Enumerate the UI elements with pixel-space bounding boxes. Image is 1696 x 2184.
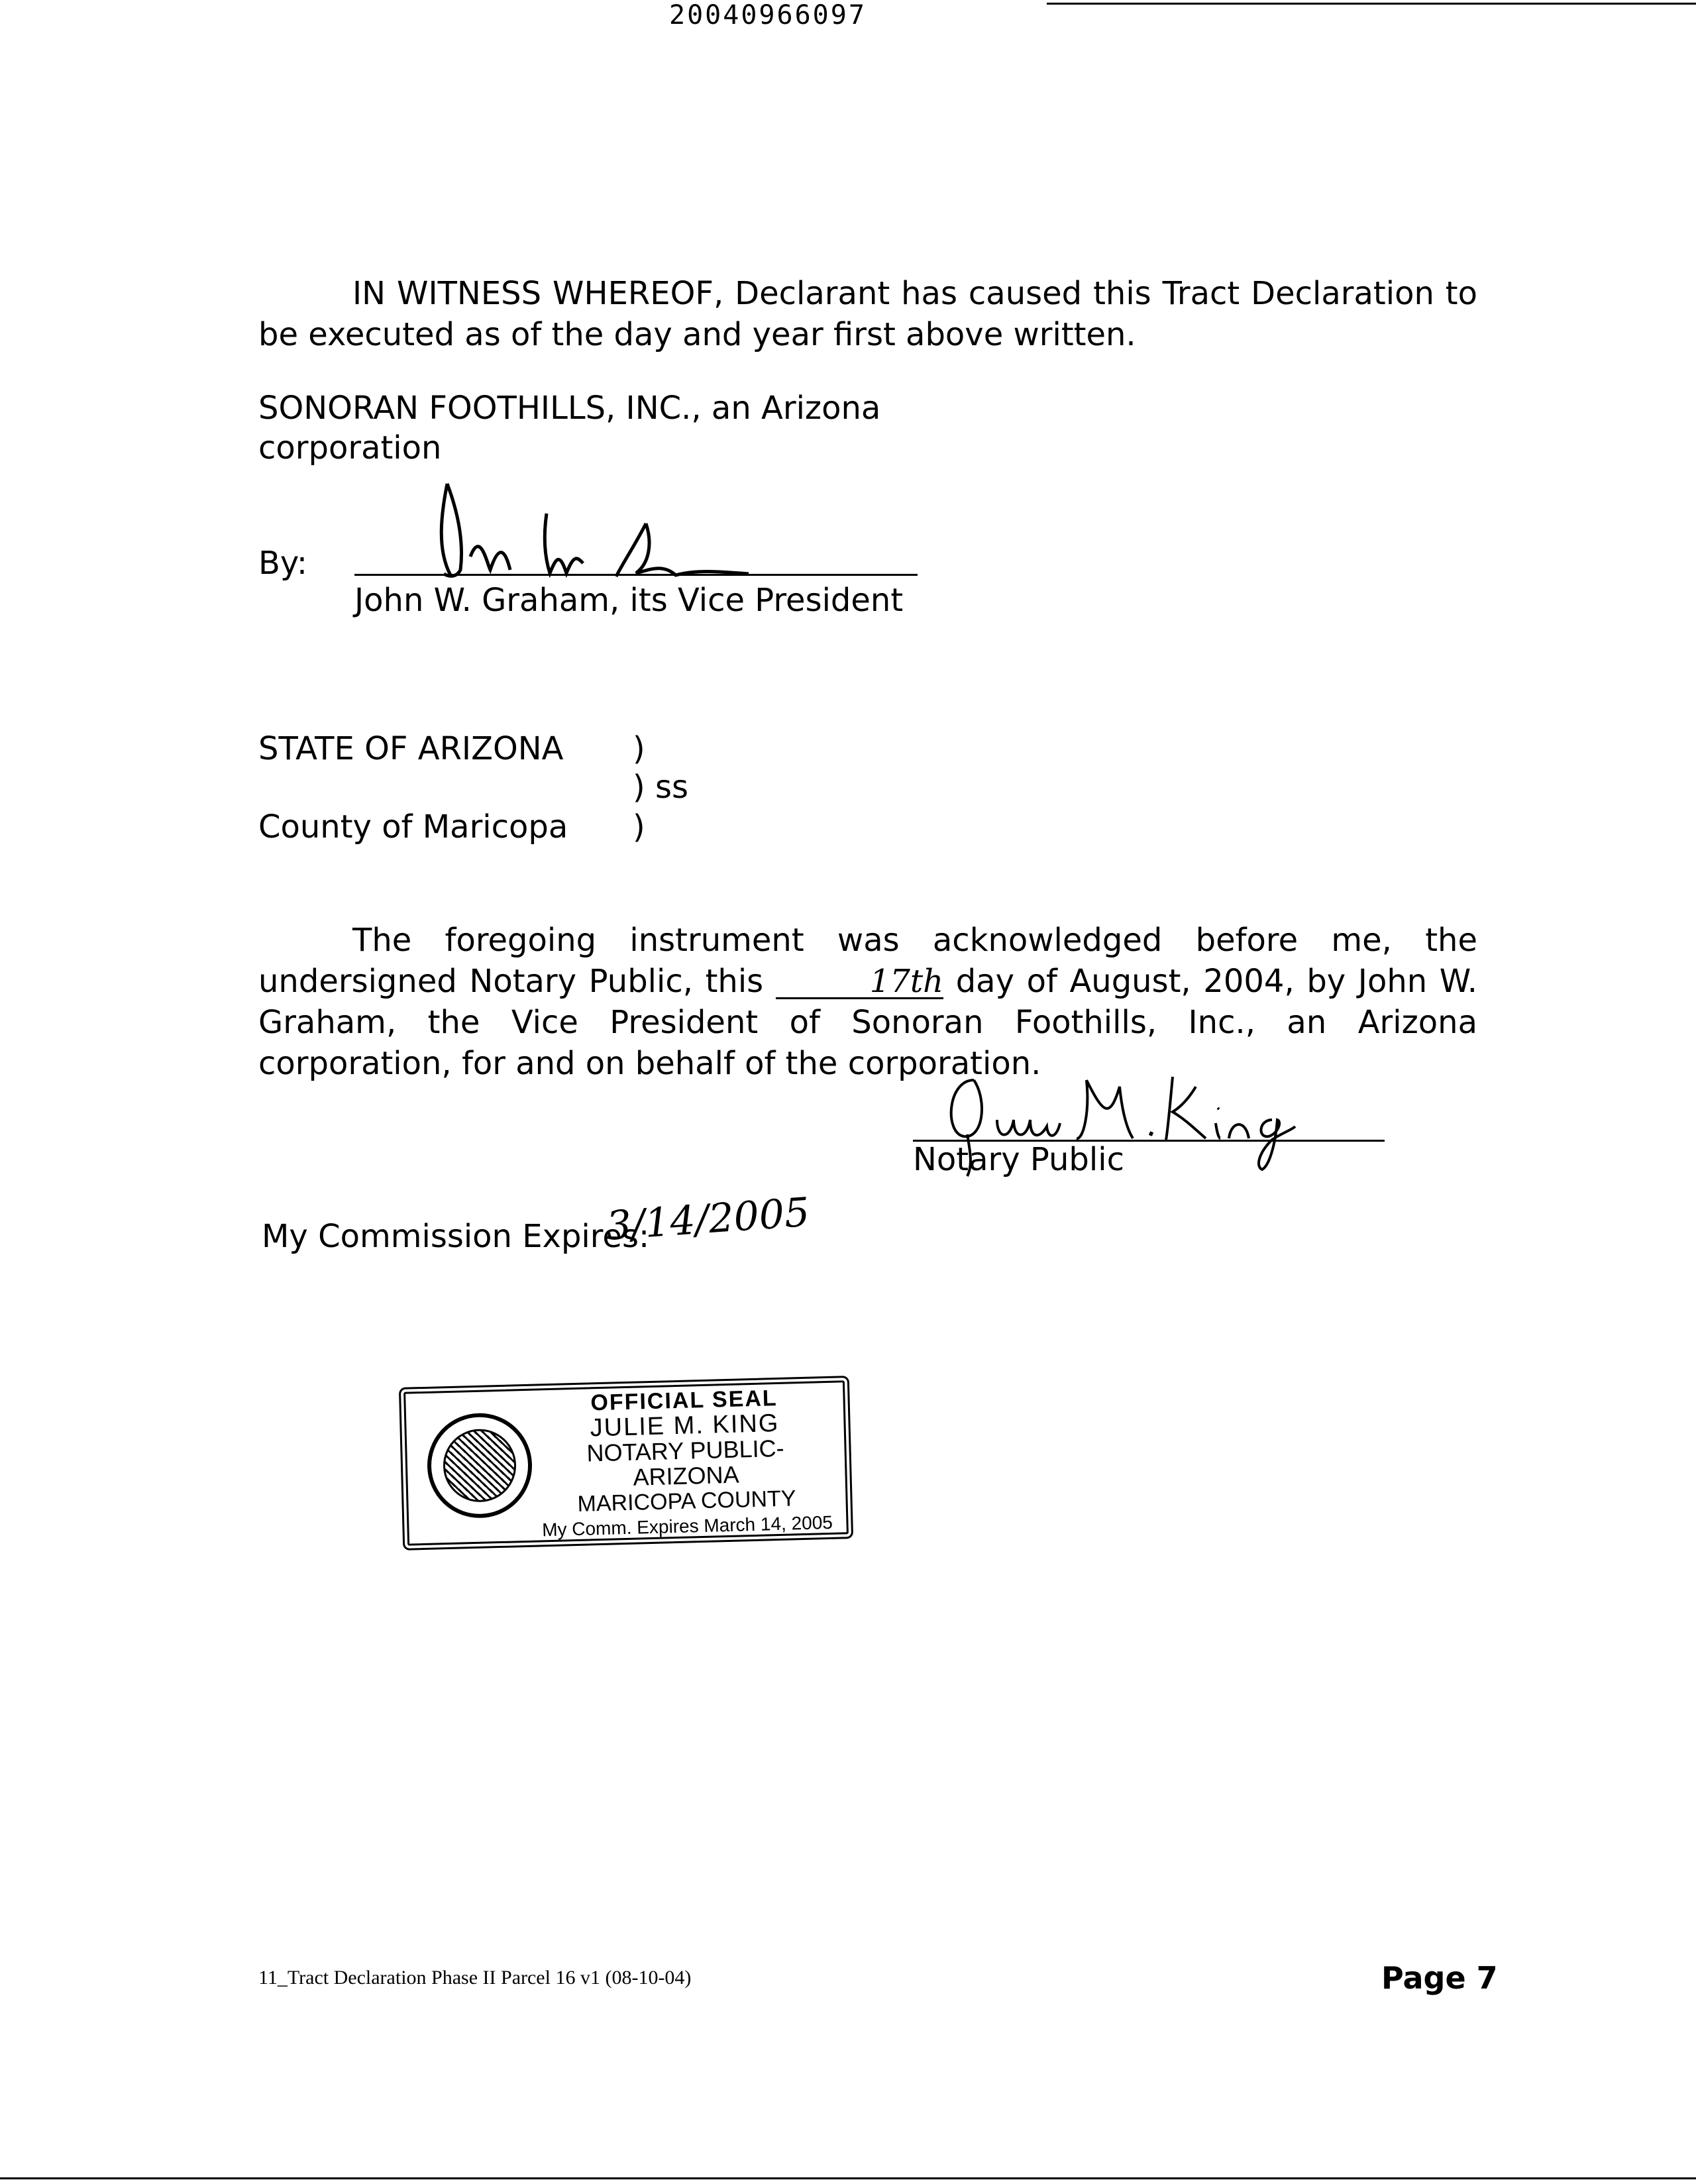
- venue-state: STATE OF ARIZONA: [258, 730, 564, 767]
- seal-line-name: JULIE M. KING: [590, 1409, 780, 1443]
- signer-name: John W. Graham, its Vice President: [354, 582, 904, 619]
- seal-emblem-inner: [443, 1428, 517, 1503]
- acknowledgment-text: [258, 920, 1477, 1084]
- seal-text-block: [538, 1384, 833, 1543]
- graham-signature: [424, 464, 782, 590]
- acknowledgment-day-blank: [776, 965, 943, 999]
- acknowledgment-before-day: The foregoing instrument was acknowledged before me, the undersigned Notary Public, this: [258, 922, 1477, 1000]
- commission-date: 3/14/2005: [604, 1189, 812, 1250]
- seal-line-official: OFFICIAL SEAL: [590, 1385, 778, 1416]
- witness-text: IN WITNESS WHEREOF, Declarant has caused this Tract Declaration to be executed as of the day and year first above written.: [258, 275, 1477, 353]
- footer-file-name: 11_Tract Declaration Phase II Parcel 16 v1 (08-10-04): [258, 1967, 692, 1989]
- venue-county: County of Maricopa: [258, 808, 568, 846]
- seal-line-title: NOTARY PUBLIC-ARIZONA: [586, 1434, 785, 1491]
- notary-public-label: Notary Public: [913, 1141, 1124, 1178]
- venue-paren-top: ): [633, 730, 645, 767]
- acknowledgment-after-day: day of August, 2004, by John W. Graham, the Vice President of Sonoran Foothills, Inc., an Arizona corporation, for and on behalf of the corporation.: [258, 963, 1477, 1082]
- corporation-name-line1: SONORAN FOOTHILLS, INC., an Arizona: [258, 390, 881, 427]
- by-label: By:: [258, 545, 308, 582]
- corporation-name-line2: corporation: [258, 429, 442, 466]
- footer-page-number: Page 7: [1381, 1960, 1498, 1996]
- document-number: 20040966097: [669, 0, 867, 30]
- top-rule: [1047, 3, 1696, 5]
- commission-label: My Commission Expires:: [262, 1218, 650, 1255]
- seal-line-expires: My Comm. Expires March 14, 2005: [541, 1511, 833, 1541]
- venue-paren-bottom: ): [633, 808, 645, 846]
- seal-line-county: MARICOPA COUNTY: [577, 1486, 796, 1517]
- acknowledgment-day: 17th: [869, 963, 944, 1000]
- notary-seal-stamp: [399, 1376, 853, 1551]
- witness-paragraph: [258, 273, 1477, 355]
- acknowledgment-paragraph: [258, 920, 1477, 1084]
- venue-paren-ss: ) ss: [633, 769, 688, 806]
- bottom-rule: [0, 2177, 1696, 2179]
